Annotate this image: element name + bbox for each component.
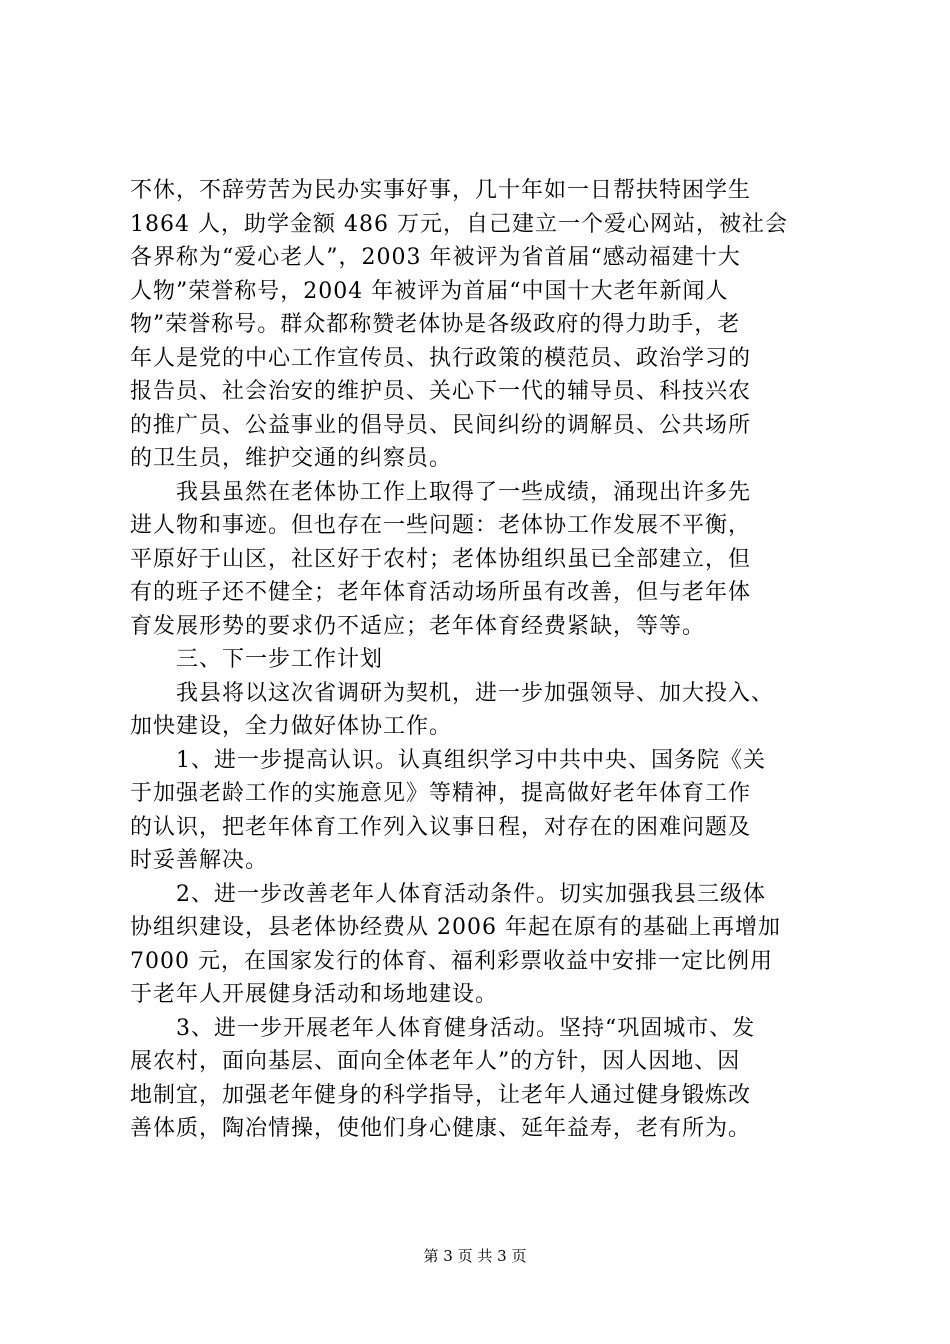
text-line: 报告员、社会治安的维护员、关心下一代的辅导员、科技兴农 — [130, 379, 752, 404]
text-line: 加快建设，全力做好体协工作。 — [130, 714, 453, 739]
text-line: 3、进一步开展老年人体育健身活动。坚持“巩固城市、发 — [130, 1015, 756, 1041]
text-line: 有的班子还不健全；老年体育活动场所虽有改善，但与老年体 — [130, 580, 752, 605]
page-number-footer: 第 3 页 共 3 页 — [423, 1247, 527, 1265]
text-line: 7000 元，在国家发行的体育、福利彩票收益中安排一定比例用 — [130, 948, 773, 974]
text-line: 于加强老龄工作的实施意见》等精神，提高做好老年体育工作 — [130, 781, 752, 806]
text-line: 2、进一步改善老年人体育活动条件。切实加强我县三级体 — [130, 881, 766, 907]
text-line: 的推广员、公益事业的倡导员、民间纠纷的调解员、公共场所 — [130, 412, 752, 438]
text-line: 善体质，陶冶情操，使他们身心健康、延年益寿，老有所为。 — [130, 1116, 752, 1141]
text-line: 我县将以这次省调研为契机，进一步加强领导、加大投入、 — [130, 680, 775, 706]
text-line: 协组织建设，县老体协经费从 2006 年起在原有的基础上再增加 — [130, 915, 781, 940]
text-line: 不休，不辞劳苦为民办实事好事，几十年如一日帮扶特困学生 — [130, 178, 752, 203]
text-line: 我县虽然在老体协工作上取得了一些成绩，涌现出许多先 — [130, 479, 752, 505]
text-line: 育发展形势的要求仍不适应；老年体育经费紧缺，等等。 — [130, 613, 706, 639]
text-line: 1、进一步提高认识。认真组织学习中共中央、国务院《关 — [130, 747, 766, 773]
text-line: 时妥善解决。 — [130, 848, 269, 873]
text-line: 的卫生员，维护交通的纠察员。 — [130, 446, 453, 471]
text-line: 物”荣誉称号。群众都称赞老体协是各级政府的得力助手，老 — [130, 312, 741, 337]
text-line: 1864 人，助学金额 486 万元，自己建立一个爱心网站，被社会 — [130, 211, 788, 237]
text-line: 进人物和事迹。但也存在一些问题：老体协工作发展不平衡， — [130, 513, 752, 538]
section-heading: 三、下一步工作计划 — [130, 647, 384, 672]
text-line: 于老年人开展健身活动和场地建设。 — [130, 982, 499, 1007]
text-line: 展农村，面向基层、面向全体老年人”的方针，因人因地、因 — [130, 1049, 741, 1074]
text-line: 年人是党的中心工作宣传员、执行政策的模范员、政治学习的 — [130, 345, 752, 371]
text-line: 人物”荣誉称号，2004 年被评为首届“中国十大老年新闻人 — [130, 278, 729, 304]
text-line: 各界称为“爱心老人”，2003 年被评为省首届“感动福建十大 — [130, 245, 741, 270]
text-line: 的认识，把老年体育工作列入议事日程，对存在的困难问题及 — [130, 814, 752, 840]
text-line: 地制宜，加强老年健身的科学指导，让老年人通过健身锻炼改 — [130, 1082, 752, 1108]
document-body — [130, 174, 830, 1146]
text-line: 平原好于山区，社区好于农村；老体协组织虽已全部建立，但 — [130, 546, 752, 572]
